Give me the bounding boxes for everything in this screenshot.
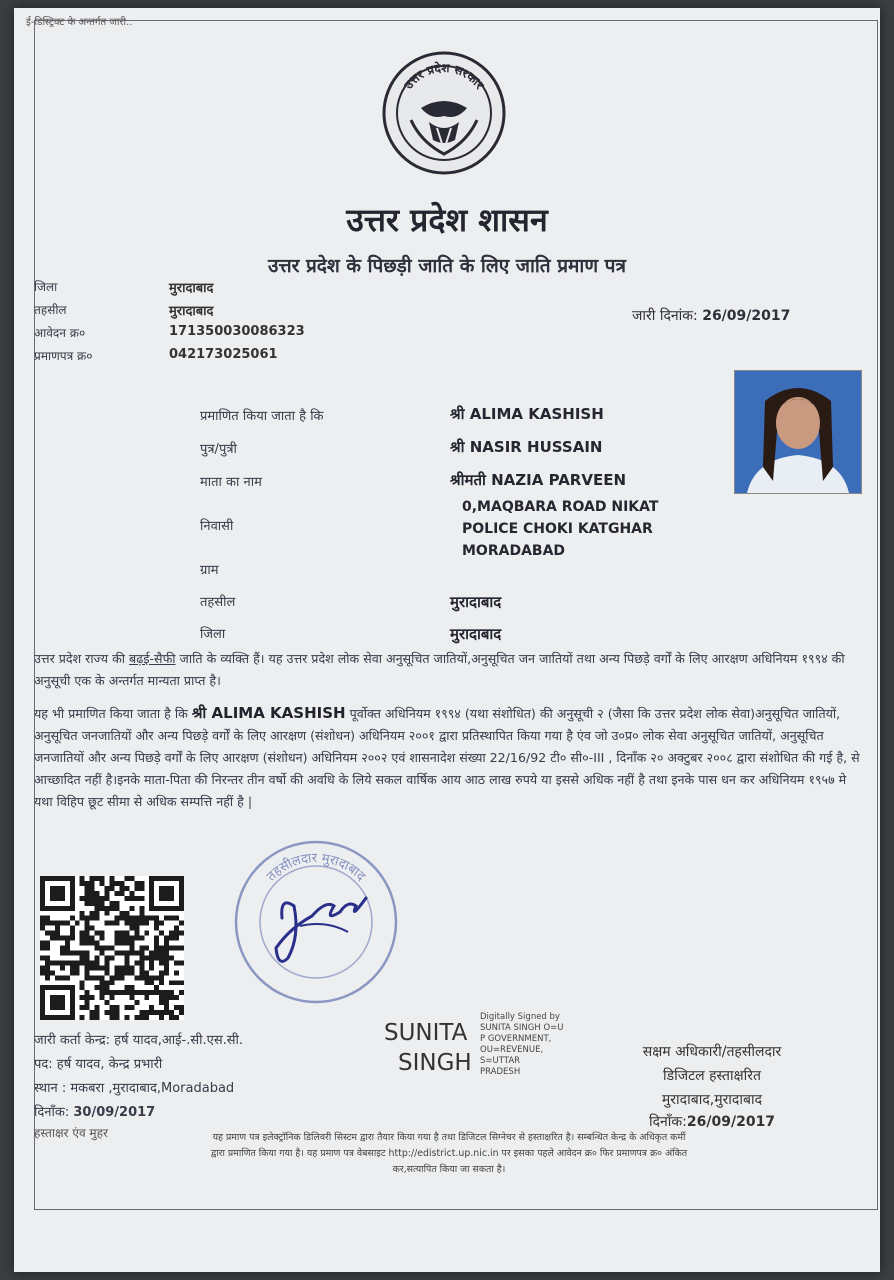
mother-name: श्रीमती NAZIA PARVEEN (450, 471, 627, 489)
meta-district-value: मुरादाबाद (169, 281, 214, 296)
digital-signature-name (384, 1018, 472, 1078)
address-line-2: POLICE CHOKI KATGHAR (462, 521, 653, 537)
address-block (462, 496, 658, 562)
meta-tehsil-label: तहसील (34, 303, 67, 317)
certification-pre: यह भी प्रमाणित किया जाता है कि (34, 706, 192, 721)
authority-place: मुरादाबाद,मुरादाबाद (661, 1092, 763, 1108)
digital-signature-last: SINGH (398, 1050, 472, 1076)
digital-signature-first: SUNITA (384, 1020, 468, 1046)
sig-detail-line: OU=REVENUE, (480, 1045, 544, 1055)
meta-application-label: आवेदन क्र० (34, 326, 86, 340)
issue-date-value: 26/09/2017 (702, 308, 791, 324)
address-line-1: 0,MAQBARA ROAD NIKAT (462, 499, 659, 515)
district-label: जिला (200, 627, 226, 642)
footer-line-1: यह प्रमाण पत्र इलेक्ट्रॉनिक डिलिवरी सिस्टम द्वारा तैयार किया गया है तथा डिजिटल सिग्नेचर से हस्ताक्षरित है। सम्बन्धित केन्द्र के अधिकृत कर्मी (212, 1132, 686, 1143)
issuer-date-label: दिनाँक: (34, 1105, 70, 1120)
sig-detail-line: Digitally Signed by (480, 1012, 560, 1022)
address-line-3: MORADABAD (462, 543, 566, 559)
village-label: ग्राम (200, 563, 219, 578)
authority-date-label: दिनाँक: (648, 1114, 687, 1130)
certificate-subtitle: उत्तर प्रदेश के पिछड़ी जाति के लिए जाति प्रमाण पत्र (268, 255, 626, 277)
emblem-text: उत्तर प्रदेश सरकार (401, 60, 487, 92)
stamp-text: तहसीलदार मुरादाबाद (263, 850, 369, 885)
meta-certificate-value: 042173025061 (169, 347, 278, 362)
caste-paragraph-post: जाति के व्यक्ति हैं। यह उत्तर प्रदेश लोक सेवा अनुसूचित जातियों,अनुसूचित जन जातियों तथा अन्य पिछड़े वर्गों के लिए आरक्षण अधिनियम १९९४ की अनुसूची एक के अन्तर्गत मान्यता प्राप्त है। (34, 651, 845, 688)
caste-paragraph (34, 648, 864, 692)
authority-date (574, 1112, 850, 1131)
district-value: मुरादाबाद (450, 625, 502, 643)
certificate-page (14, 8, 880, 1272)
issuer-center: जारी कर्ता केन्द्र: हर्ष यादव,आई-.सी.एस.सी. (34, 1033, 244, 1048)
issuer-place: स्थान : मकबरा ,मुरादाबाद,Moradabad (34, 1081, 235, 1096)
certification-post: पूर्वोक्त अधिनियम १९९४ (यथा संशोधित) की अनुसूची २ (जैसा कि उत्तर प्रदेश लोक सेवा)अनुसूचित जातियों, अनुसूचित जनजातियों और अन्य पिछड़े वर्गों के लिए आरक्षण (संशोधन) अधिनियम २००१ द्वारा प्रतिस्थापित किया गया है एंव जो उ०प्र० लोक सेवा अनुसूचित जातियों, अनुसूचित जनजातियों और अन्य पिछड़े वर्गों के लिए आरक्षण (संशोधन) अधिनियम २००२ एवं शासनादेश संख्या 22/16/92 टी० सी०-III , दिनाँक २० अक्टुबर २००८ द्वारा संशोधित की गई है, से आच्छादित नहीं है।इनके माता-पिता की निरन्तर तीन वर्षो की अवधि के लिये सकल वार्षिक आय आठ लाख रुपये या इससे अधिक नहीं है तथा इनके पास धन कर अधिनियम १९५७ मे यथा विहिप छूट सीमा से अधिक सम्पत्ति नहीं है | (34, 706, 860, 809)
issuer-post: पद: हर्ष यादव, केन्द्र प्रभारी (34, 1057, 163, 1072)
mother-label: माता का नाम (200, 475, 262, 490)
father-name: श्री NASIR HUSSAIN (450, 438, 603, 456)
certification-paragraph (34, 702, 864, 813)
digital-signature-details (480, 1012, 564, 1078)
header-note: ई-डिस्ट्रिक्ट के अन्तर्गत जारी.. (26, 17, 133, 28)
relation-label: पुत्र/पुत्री (200, 442, 237, 457)
resident-label: निवासी (200, 519, 234, 534)
meta-district-label: जिला (34, 280, 58, 294)
issuer-sign-label: हस्ताक्षर एंव मुहर (34, 1126, 108, 1140)
footer-line-2: द्वारा प्रमाणित किया गया है। यह प्रमाण पत्र वेबसाइट http://edistrict.up.nic.in पर इसका पहले आवेदन क्र० फिर प्रमाणपत्र क्र० अंकित (210, 1148, 688, 1159)
certificate-title: उत्तर प्रदेश शासन (346, 201, 548, 239)
footer-note (34, 1130, 864, 1178)
sig-detail-line: S=UTTAR (480, 1056, 521, 1066)
applicant-photo (734, 370, 862, 494)
sig-detail-line: SUNITA SINGH O=U (480, 1023, 564, 1033)
up-emblem-logo (381, 50, 507, 176)
caste-paragraph-pre: उत्तर प्रदेश राज्य की (34, 651, 130, 666)
issue-date (632, 306, 790, 325)
official-stamp (230, 836, 402, 1008)
certification-name: श्री ALIMA KASHISH (191, 704, 346, 722)
issue-date-label: जारी दिनांक: (632, 308, 698, 324)
footer-line-3: कर,सत्यापित किया जा सकता है। (392, 1164, 506, 1175)
authority-digital-sign: डिजिटल हस्ताक्षरित (663, 1068, 761, 1084)
handwritten-signature (276, 898, 366, 961)
issuer-date-value: 30/09/2017 (73, 1105, 156, 1120)
qr-code (40, 876, 184, 1020)
caste-name: बढ़ई-सैफी (129, 651, 176, 666)
sig-detail-line: P GOVERNMENT, (480, 1034, 552, 1044)
authority-title: सक्षम अधिकारी/तहसीलदार (642, 1044, 782, 1060)
issuer-date (34, 1102, 155, 1120)
applicant-name: श्री ALIMA KASHISH (450, 405, 604, 423)
tehsil-label: तहसील (200, 595, 236, 610)
meta-application-value: 171350030086323 (169, 324, 305, 339)
certified-label: प्रमाणित किया जाता है कि (200, 409, 324, 424)
tehsil-value: मुरादाबाद (450, 593, 502, 611)
meta-tehsil-value: मुरादाबाद (169, 304, 214, 319)
authority-date-value: 26/09/2017 (686, 1114, 776, 1130)
meta-certificate-label: प्रमाणपत्र क्र० (34, 349, 93, 363)
sig-detail-line: PRADESH (480, 1067, 521, 1077)
